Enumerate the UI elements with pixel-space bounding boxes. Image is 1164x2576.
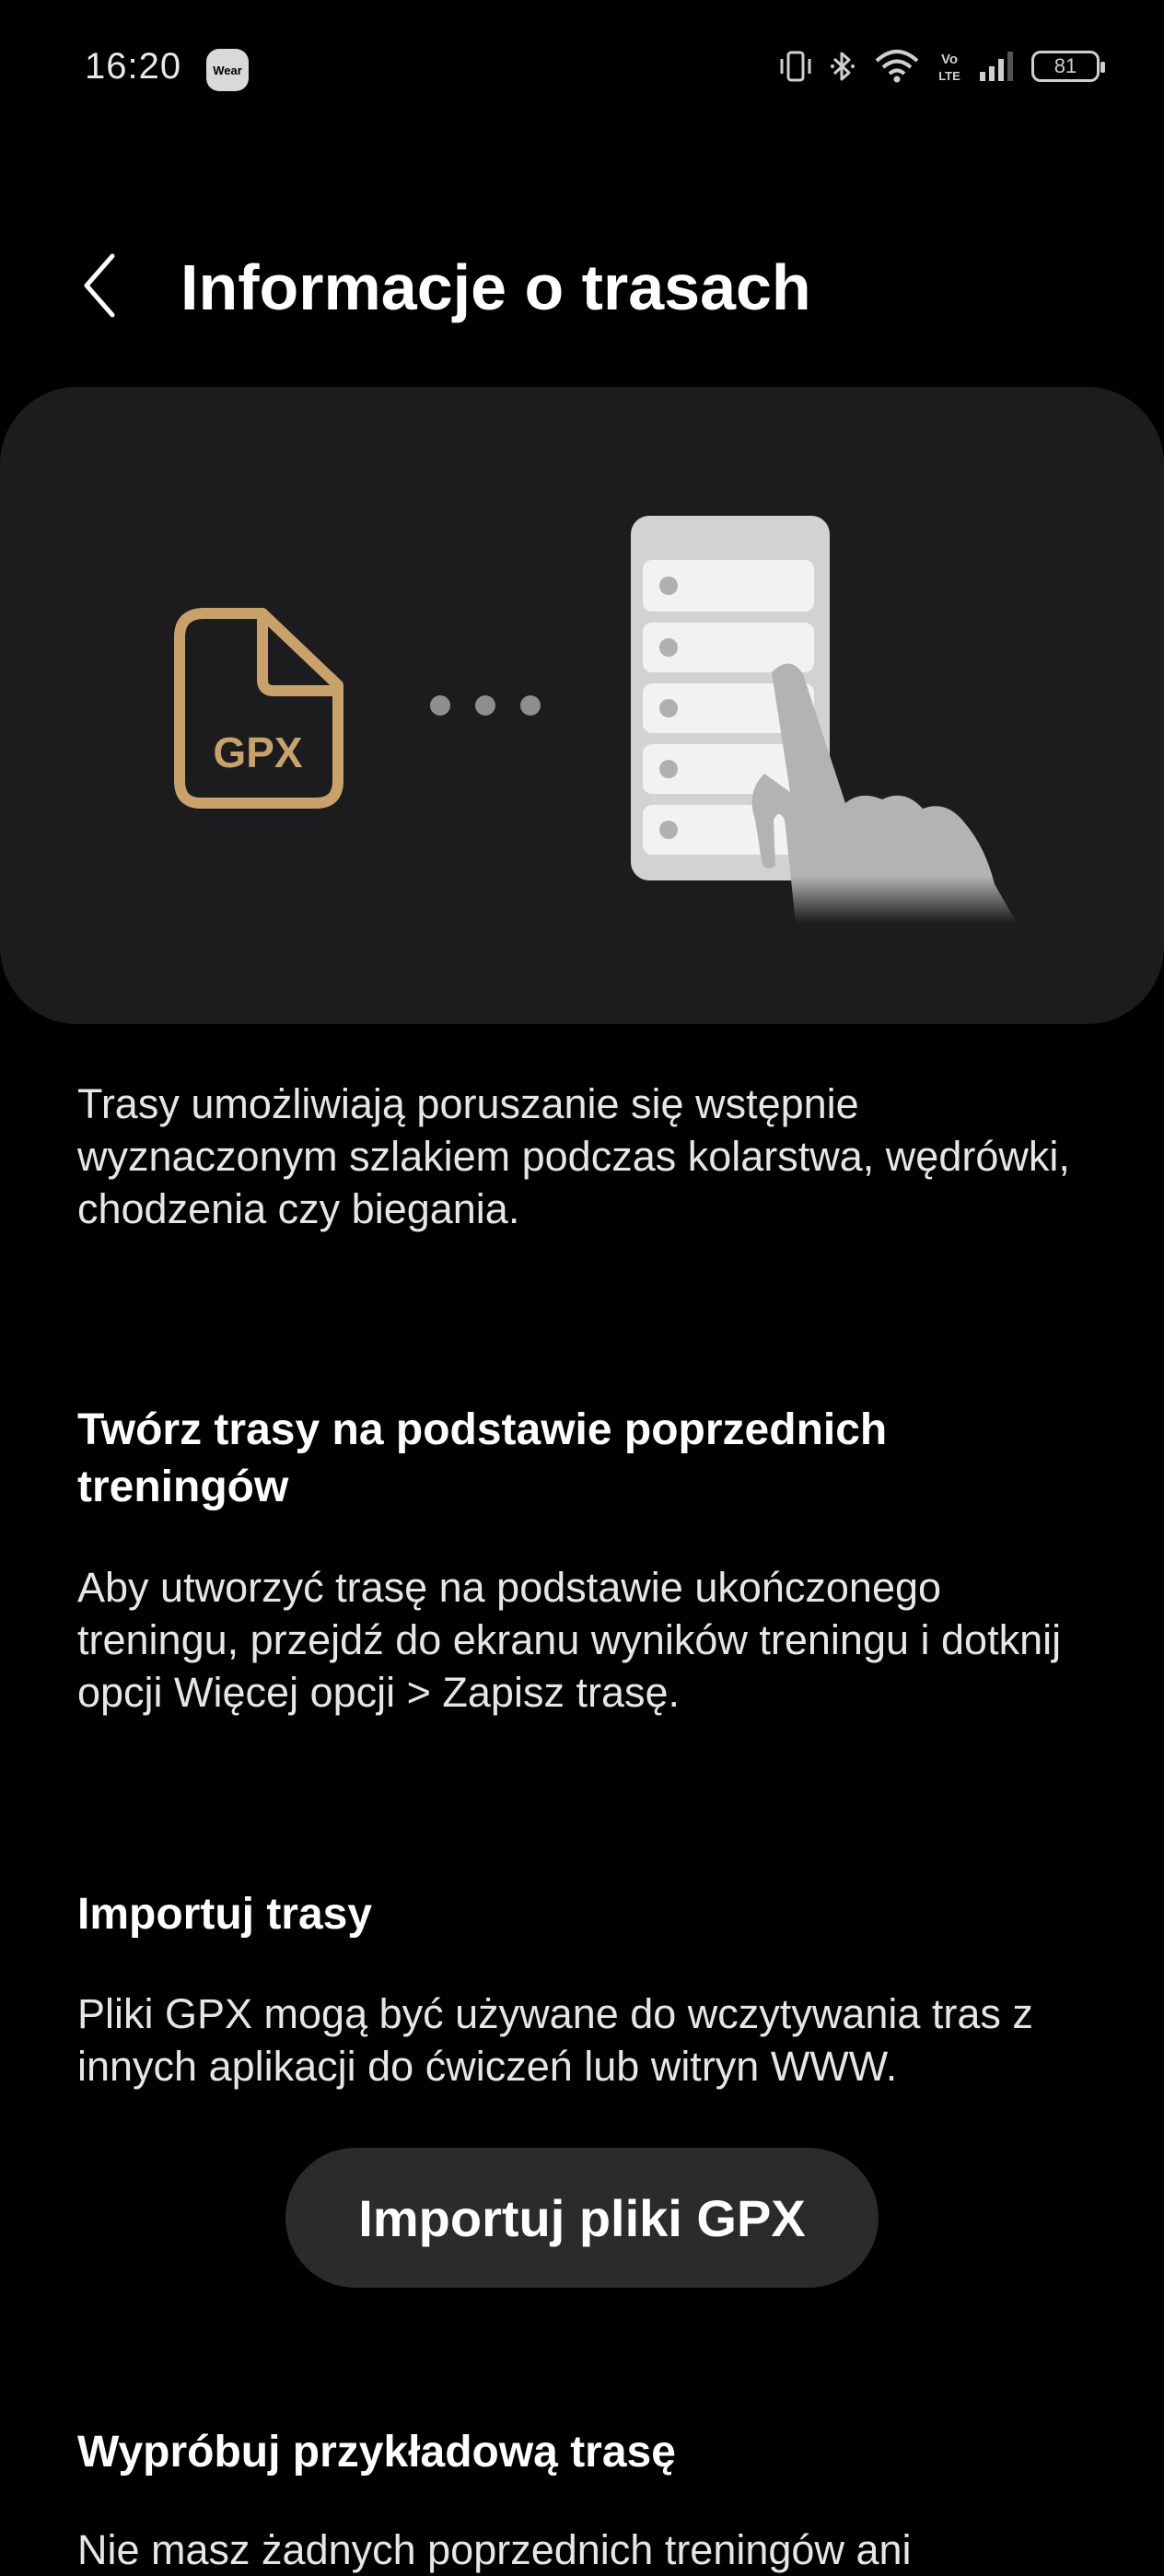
back-button[interactable] — [72, 249, 127, 322]
bluetooth-icon — [829, 48, 856, 85]
status-bar — [0, 0, 1164, 138]
gpx-file-icon — [180, 613, 338, 803]
volte-icon — [937, 48, 961, 85]
signal-icon — [978, 48, 1015, 85]
status-time: 16:20 — [85, 46, 182, 87]
section-create-heading: Twórz trasy na podstawie poprzednich treningów — [77, 1405, 888, 1511]
svg-text:Vo: Vo — [940, 52, 959, 67]
app-header — [0, 230, 1164, 341]
battery-icon — [1031, 51, 1100, 82]
illustration-card — [0, 387, 1164, 1024]
section-create-text: Aby utworzyć trasę na podstawie ukończonego treningu, przejdź do ekranu wyników treningu i dotknij opcji Więcej opcji > Zapisz trasę. — [77, 1564, 1062, 1716]
wifi-icon — [873, 48, 921, 85]
import-gpx-button[interactable]: Importuj pliki GPX — [285, 2148, 879, 2288]
vibrate-icon — [779, 48, 812, 85]
section-sample-heading: Wypróbuj przykładową trasę — [77, 2428, 676, 2477]
hand-pointer-icon — [752, 663, 1017, 923]
gpx-file-label: GPX — [213, 729, 303, 776]
svg-text:LTE: LTE — [938, 69, 960, 83]
page-title: Informacje o trasach — [180, 251, 811, 323]
wear-badge-icon: Wear — [206, 49, 249, 91]
section-import-text: Pliki GPX mogą być używane do wczytywania tras z innych aplikacji do ćwiczeń lub witryn WWW. — [77, 1990, 1033, 2090]
battery-level: 81 — [1053, 54, 1077, 77]
intro-text: Trasy umożliwiają poruszanie się wstępnie wyznaczonym szlakiem podczas kolarstwa, wędrówki, chodzenia czy biegania. — [77, 1080, 1070, 1232]
chevron-left-icon — [81, 252, 118, 319]
dots-icon — [430, 695, 541, 716]
status-icons — [779, 48, 1100, 85]
routes-illustration — [0, 387, 1164, 1024]
section-import-heading: Importuj trasy — [77, 1890, 373, 1939]
section-sample-text: Nie masz żadnych poprzednich treningów ani — [77, 2526, 912, 2573]
